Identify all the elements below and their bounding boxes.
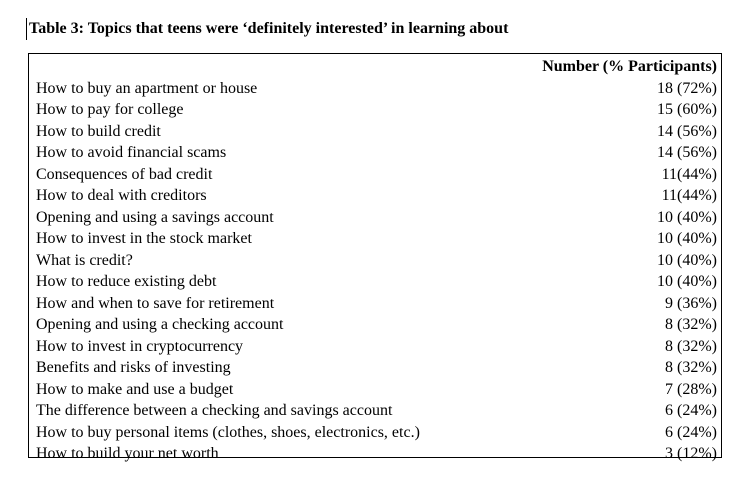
table-row: [36, 250, 717, 272]
number-cell: 3 (12%): [665, 445, 717, 462]
table-caption-block: [26, 16, 508, 42]
table-row: [36, 357, 717, 379]
number-cell: 10 (40%): [657, 251, 717, 269]
table-frame: [28, 53, 722, 462]
table-row: [36, 164, 717, 186]
table-row: [36, 422, 717, 444]
topic-cell: How to avoid financial scams: [36, 144, 227, 161]
table-caption: Table 3: Topics that teens were ‘definitely interested’ in learning about: [29, 20, 509, 37]
topic-cell: How to buy an apartment or house: [36, 79, 258, 97]
table-header-row: [36, 56, 717, 78]
topic-cell: Opening and using a savings account: [36, 208, 274, 226]
table-row: [36, 443, 717, 465]
topic-cell: How to make and use a budget: [36, 380, 234, 398]
topic-cell: What is credit?: [36, 251, 133, 269]
topic-cell: How to build credit: [36, 122, 161, 140]
number-cell: 14 (56%): [657, 144, 717, 161]
table-body: [36, 78, 717, 465]
topic-cell: How to invest in the stock market: [36, 230, 252, 247]
topics-table: [36, 56, 717, 465]
number-cell: 10 (40%): [657, 230, 717, 247]
text-cursor: [26, 18, 27, 40]
number-column-header: Number (% Participants): [542, 58, 717, 75]
table-row: [36, 99, 717, 121]
number-cell: 14 (56%): [657, 122, 717, 140]
table-row: [36, 207, 717, 229]
number-cell: 8 (32%): [665, 316, 717, 333]
table-row: [36, 271, 717, 293]
number-cell: 8 (32%): [665, 337, 717, 355]
topic-cell: How to reduce existing debt: [36, 273, 217, 290]
number-cell: 18 (72%): [657, 79, 717, 97]
topic-cell: Benefits and risks of investing: [36, 359, 231, 376]
table-row: [36, 185, 717, 207]
topic-cell: How to invest in cryptocurrency: [36, 337, 244, 355]
table-row: [36, 121, 717, 143]
number-cell: 11(44%): [661, 187, 717, 204]
topic-cell: Consequences of bad credit: [36, 165, 213, 183]
number-cell: 7 (28%): [665, 380, 717, 398]
table-row: [36, 78, 717, 100]
topic-cell: How to pay for college: [36, 101, 184, 118]
number-cell: 10 (40%): [657, 208, 717, 226]
topic-cell: How to deal with creditors: [36, 187, 207, 204]
table-row: [36, 293, 717, 315]
number-cell: 9 (36%): [665, 294, 717, 312]
topic-column-header: [36, 56, 504, 78]
number-cell: 10 (40%): [657, 273, 717, 290]
table-row: [36, 314, 717, 336]
number-cell: 15 (60%): [657, 101, 717, 118]
topic-cell: How and when to save for retirement: [36, 294, 275, 312]
table-row: [36, 336, 717, 358]
number-cell: 6 (24%): [665, 423, 717, 441]
topic-cell: How to build your net worth: [36, 445, 219, 462]
table-row: [36, 400, 717, 422]
table-row: [36, 228, 717, 250]
topic-cell: Opening and using a checking account: [36, 316, 284, 333]
number-cell: 11(44%): [661, 165, 717, 183]
number-cell: 8 (32%): [665, 359, 717, 376]
table-row: [36, 142, 717, 164]
table-row: [36, 379, 717, 401]
number-cell: 6 (24%): [665, 402, 717, 419]
topic-cell: How to buy personal items (clothes, shoes, electronics, etc.): [36, 423, 420, 441]
topic-cell: The difference between a checking and savings account: [36, 402, 393, 419]
